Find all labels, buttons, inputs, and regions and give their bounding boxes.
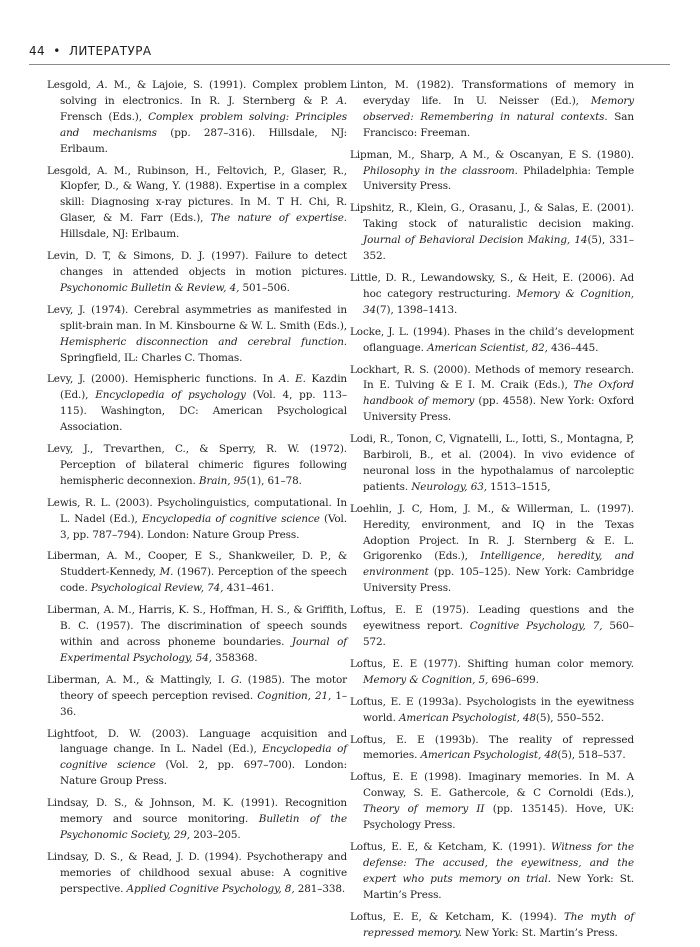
reference-text: (5), 518–537.	[557, 749, 626, 762]
reference-text: Levy, J. (1974). Cerebral asymmetries as manifested in split-brain man. In M. Kinsbourne & W. L. Smith (Eds.),	[47, 303, 347, 332]
reference-italic-text: The myth of repressed memory.	[363, 910, 634, 939]
reference-italic-text: American Psychologist, 48	[399, 711, 536, 724]
reference-entry	[350, 657, 634, 689]
bullet-separator: •	[53, 44, 61, 58]
reference-text: (pp. 287–316). Hillsdale, NJ: Erlbaum.	[60, 126, 347, 155]
reference-text: Liberman, A. M., Cooper, E S., Shankweiler, D. P., & Studdert-Kennedy,	[47, 550, 347, 579]
reference-italic-text: A.	[96, 79, 108, 91]
reference-text: Loftus, E. E, & Ketcham, K. (1994).	[350, 910, 564, 923]
reference-italic-text: Encyclopedia of cognitive science	[60, 743, 347, 772]
reference-text: Levy, J., Trevarthen, C., & Sperry, R. W. (1972). Perception of bilateral chimeric figures following hemispheric deconnexion.	[47, 443, 347, 487]
reference-text: (Vol. 2, pp. 697–700). London: Nature Group Press.	[60, 759, 347, 788]
right-column	[350, 78, 634, 947]
reference-italic-text: Witness for the defense: The accused, the eyewitness, and the expert who puts memory on trial.	[363, 840, 634, 885]
reference-text: Loftus, E. E (1993b). The reality of repressed memories.	[350, 733, 634, 762]
reference-text: Levy, J. (2000). Hemispheric functions. In	[47, 373, 279, 386]
reference-text: Springfield, IL: Charles C. Thomas.	[60, 351, 243, 364]
reference-text: 1513–1515,	[486, 480, 551, 493]
reference-text: Liberman, A. M., Harris, K. S., Hoffman, H. S., & Griffith, B. C. (1957). The discrimination of speech sounds within and across phoneme boundaries.	[47, 604, 347, 648]
reference-italic-text: Hemispheric disconnection and cerebral function.	[60, 335, 347, 348]
reference-italic-text: Theory of memory II	[363, 803, 485, 816]
reference-italic-text: Encyclopedia of psychology	[95, 389, 246, 402]
reference-italic-text: American Scientist, 82,	[427, 341, 548, 354]
reference-text: 1–36.	[60, 689, 347, 718]
reference-text: 501–506.	[239, 281, 290, 294]
reference-entry	[47, 796, 347, 844]
reference-italic-text: The nature of expertise.	[210, 212, 348, 225]
reference-text: Lesgold,	[47, 79, 97, 91]
reference-italic-text: Neurology, 63,	[411, 480, 487, 493]
reference-text: 560–572.	[363, 620, 634, 648]
reference-italic-text: Bulletin of the Psychonomic Society, 29,	[60, 813, 348, 841]
reference-text: Lodi, R., Tonon, C, Vignatelli, L., Iotti, S., Montagna, P, Barbiroli, B., et al. (2004). In vivo evidence of neuronal loss in the hypothalamus of narcoleptic patients.	[350, 433, 634, 493]
reference-text: Lewis, R. L. (2003). Psycholinguistics, computational. In L. Nadel (Ed.),	[47, 496, 347, 525]
reference-entry	[350, 770, 634, 834]
reference-entry	[47, 164, 347, 244]
reference-entry	[350, 733, 634, 765]
running-head	[29, 44, 670, 58]
reference-text: San Francisco: Freeman.	[363, 110, 634, 139]
reference-italic-text: A. E.	[278, 373, 306, 386]
reference-italic-text: Memory & Cognition, 34	[363, 287, 634, 316]
reference-entry	[350, 201, 634, 265]
reference-text: New York: St. Martin’s Press.	[363, 872, 634, 901]
reference-entry	[47, 303, 347, 367]
reference-text: (1), 61–78.	[246, 474, 302, 487]
reference-text: Loftus, E. E, & Ketcham, K. (1991).	[350, 840, 551, 853]
reference-italic-text: Encyclopedia of cognitive science	[142, 512, 320, 525]
reference-text: Levin, D. T, & Simons, D. J. (1997). Failure to detect changes in attended objects in motion pictures.	[47, 250, 347, 278]
header-rule	[29, 64, 670, 65]
reference-text: (5), 331–352.	[363, 234, 635, 263]
reference-entry	[350, 910, 634, 942]
reference-text: Loehlin, J. C, Hom, J. M., & Willerman, L. (1997). Heredity, environment, and IQ in the Texas Adoption Project. In R. J. Sternberg & E. L. Grigorenko (Eds.),	[350, 502, 634, 563]
reference-italic-text: Journal of Experimental Psychology, 54,	[60, 636, 347, 664]
reference-entry	[47, 496, 347, 544]
reference-text: Loftus, E. E (1993a). Psychologists in the eyewitness world.	[350, 695, 634, 724]
reference-text: Lindsay, D. S., & Johnson, M. K. (1991). Recognition memory and source monitoring.	[47, 797, 347, 826]
reference-entry	[47, 850, 347, 898]
reference-entry	[350, 840, 634, 904]
reference-text: 358368.	[211, 651, 258, 664]
reference-text: Little, D. R., Lewandowsky, S., & Heit, E. (2006). Ad hoc category restructuring.	[350, 271, 634, 300]
reference-text: Lipman, M., Sharp, A M., & Oscanyan, E S. (1980).	[350, 148, 634, 161]
reference-italic-text: Psychological Review, 74,	[90, 582, 224, 595]
reference-text: Lipshitz, R., Klein, G., Orasanu, J., & Salas, E. (2001). Taking stock of naturalistic decision making.	[350, 202, 634, 231]
reference-entry	[47, 727, 347, 791]
reference-text: (pp. 135145). Hove, UK: Psychology Press.	[363, 803, 634, 832]
reference-entry	[47, 603, 347, 667]
reference-italic-text: A.	[336, 94, 347, 107]
reference-entry	[47, 673, 347, 721]
reference-text: Loftus, E. E (1998). Imaginary memories. In M. A Conway, S. E. Gathercole, & C Cornoldi (Eds.),	[350, 771, 634, 800]
reference-text: Lesgold, A. M., Rubinson, H., Feltovich, P., Glaser, R., Klopfer, D., & Wang, Y. (1988). Expertise in a complex skill: Diagnosing x-ray pictures. In M. T H. Chi, R. Glaser, & M. Farr (Eds.),	[47, 164, 347, 225]
reference-text: 281–338.	[294, 882, 346, 895]
reference-entry	[350, 363, 634, 427]
reference-text: (pp. 4558). New York: Oxford University Press.	[363, 395, 634, 424]
reference-text: (Vol. 4, pp. 113–115). Washington, DC: American Psychological Association.	[60, 389, 347, 434]
reference-text: (5), 550–552.	[535, 711, 605, 724]
reference-italic-text: Philosophy in the classroom.	[363, 164, 518, 177]
reference-italic-text: Intelligence, heredity, and environment	[363, 550, 634, 579]
reference-text: Lindsay, D. S., & Read, J. D. (1994). Psychotherapy and memories of childhood sexual abuse: A cognitive perspective.	[47, 850, 347, 895]
reference-italic-text: The Oxford handbook of memory	[363, 379, 634, 408]
reference-entry	[47, 78, 347, 158]
running-head-title: ЛИТЕРАТУРА	[69, 44, 152, 58]
reference-entry	[350, 325, 634, 357]
reference-entry	[47, 549, 347, 597]
reference-text: 436–445.	[547, 341, 599, 354]
reference-text: New York: St. Martin’s Press.	[461, 926, 618, 939]
reference-italic-text: Applied Cognitive Psychology, 8,	[126, 882, 295, 895]
reference-italic-text: Cognitive Psychology, 7,	[469, 620, 603, 633]
reference-text: (1985). The motor theory of speech perception revised.	[60, 673, 347, 702]
reference-italic-text: Cognition, 21,	[257, 689, 332, 702]
reference-italic-text: Complex problem solving: Principles and mechanisms	[60, 110, 347, 139]
reference-entry	[350, 603, 634, 651]
reference-italic-text: Brain, 95	[198, 474, 247, 487]
reference-text: 203–205.	[190, 828, 241, 841]
reference-italic-text: American Psychologist, 48	[420, 749, 558, 762]
reference-italic-text: M.	[159, 566, 174, 579]
reference-entry	[350, 148, 634, 196]
reference-text: Kazdin (Ed.),	[60, 373, 348, 402]
reference-italic-text: Psychonomic Bulletin & Review, 4,	[60, 281, 240, 294]
reference-text: (7), 1398–1413.	[376, 303, 458, 316]
reference-text: Loftus, E. E (1975). Leading questions and the eyewitness report.	[350, 604, 634, 633]
reference-text: Lightfoot, D. W. (2003). Language acquisition and language change. In L. Nadel (Ed.),	[47, 727, 347, 756]
reference-text: 696–699.	[488, 673, 539, 686]
reference-text: Frensch (Eds.),	[60, 110, 149, 123]
reference-entry	[47, 442, 347, 490]
reference-text: Linton, M. (1982). Transformations of memory in everyday life. In U. Neisser (Ed.),	[350, 79, 634, 107]
left-column	[47, 78, 347, 904]
reference-text: Locke, J. L. (1994). Phases in the child’s development oflanguage.	[350, 325, 634, 354]
reference-text: Loftus, E. E (1977). Shifting human color memory.	[350, 657, 634, 670]
reference-text: M., & Lajoie, S. (1991). Complex problem solving in electronics. In R. J. Sternberg & P.	[60, 79, 347, 107]
reference-italic-text: Memory observed: Remembering in natural contexts.	[363, 94, 634, 123]
reference-entry	[350, 271, 634, 319]
reference-text: Liberman, A. M., & Mattingly, I.	[47, 673, 231, 686]
reference-italic-text: Journal of Behavioral Decision Making, 14	[363, 234, 588, 247]
reference-text: Hillsdale, NJ: Erlbaum.	[60, 228, 180, 241]
reference-text: (1967). Perception of the speech code.	[60, 566, 348, 595]
reference-entry	[350, 695, 634, 727]
reference-text: 431–461.	[223, 582, 274, 595]
reference-text: (pp. 105–125). New York: Cambridge University Press.	[363, 566, 634, 595]
reference-entry	[350, 78, 634, 142]
reference-entry	[47, 372, 347, 436]
page-number: 44	[29, 44, 46, 58]
reference-text: (Vol. 3, pp. 787–794). London: Nature Group Press.	[60, 512, 347, 541]
reference-text: Lockhart, R. S. (2000). Methods of memory research. In E. Tulving & E I. M. Craik (Eds.),	[350, 363, 634, 392]
reference-italic-text: G.	[230, 673, 242, 686]
reference-entry	[47, 249, 347, 297]
reference-entry	[350, 432, 634, 496]
reference-text: Philadelphia: Temple University Press.	[363, 164, 635, 193]
reference-entry	[350, 502, 634, 597]
reference-italic-text: Memory & Cognition, 5,	[363, 673, 489, 686]
